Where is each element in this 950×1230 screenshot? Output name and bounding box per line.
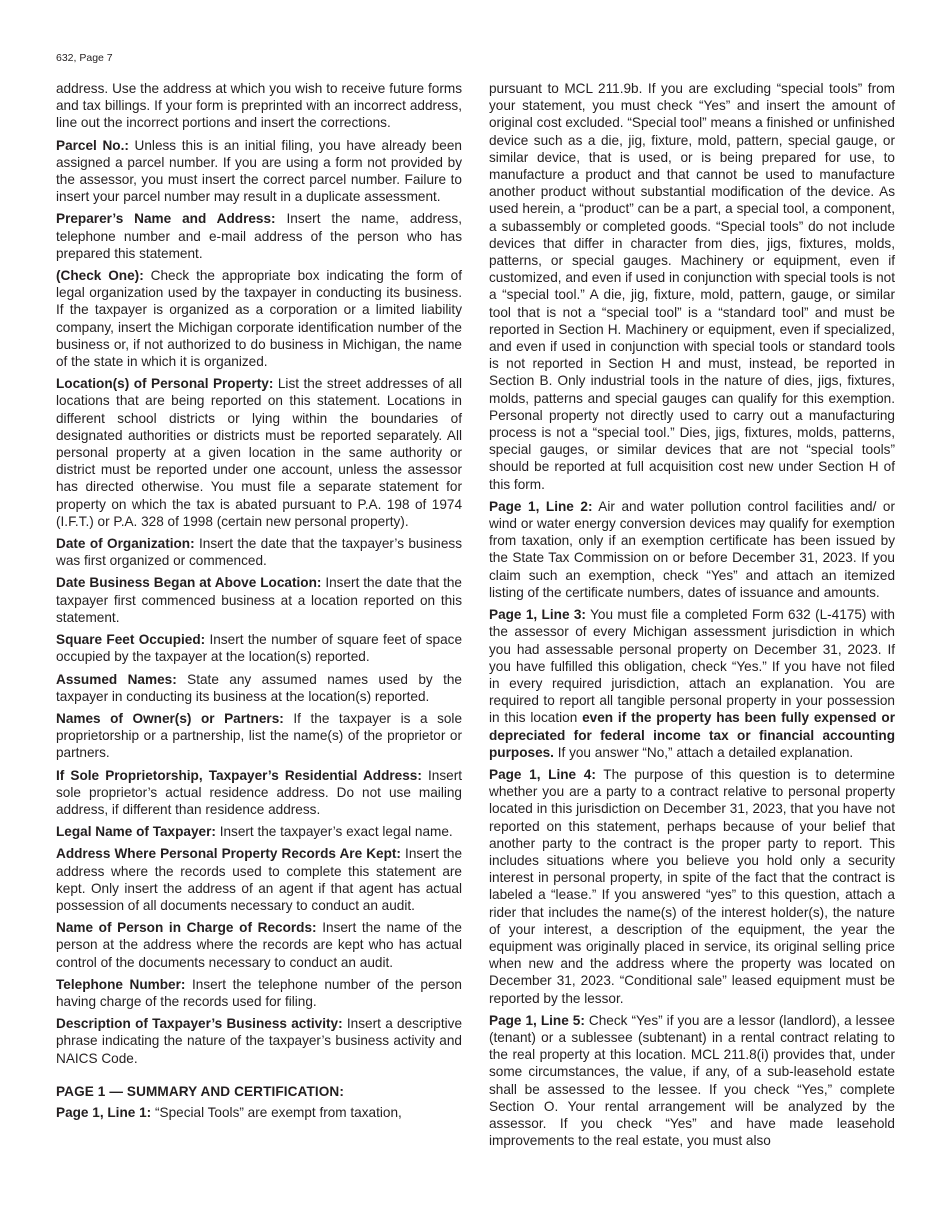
term-text: If you answer “No,” attach a detailed explanation. — [557, 744, 854, 760]
term-label: Preparer’s Name and Address: — [56, 211, 276, 227]
term-label: Parcel No.: — [56, 137, 129, 153]
term-text: Insert the number of square feet of space occupied by the taxpayer at the location(s) reported. — [56, 632, 462, 665]
paragraph-date-of-organization — [56, 535, 462, 569]
paragraph-telephone — [56, 976, 462, 1010]
paragraph-line-3 — [489, 606, 895, 761]
term-label: If Sole Proprietorship, Taxpayer’s Residential Address: — [56, 767, 422, 783]
paragraph-date-business-began — [56, 574, 462, 626]
term-label: Date of Organization: — [56, 536, 195, 552]
term-label: Page 1, Line 2: — [489, 498, 593, 514]
paragraph-line-5 — [489, 1012, 895, 1150]
term-text: If the taxpayer is a sole proprietorship or a partnership, list the name(s) of the proprietor or partners. — [56, 710, 463, 761]
term-label: Telephone Number: — [56, 976, 186, 992]
paragraph-check-one — [56, 267, 462, 370]
term-label: Page 1, Line 3: — [489, 607, 586, 623]
paragraph-owners — [56, 710, 462, 762]
term-text: Insert the date that the taxpayer’s business was first organized or commenced. — [56, 536, 463, 569]
page-header: 632, Page 7 — [56, 52, 113, 64]
term-label: Legal Name of Taxpayer: — [56, 824, 216, 840]
term-label: Name of Person in Charge of Records: — [56, 920, 317, 936]
paragraph-records-person — [56, 919, 462, 971]
paragraph-assumed-names — [56, 671, 462, 705]
term-text: Insert the name of the person at the address where the records are kept who has actual control of the documents necessary to conduct an audit. — [56, 920, 462, 970]
right-column — [489, 80, 895, 1154]
term-label: Assumed Names: — [56, 671, 177, 687]
paragraph-preparer — [56, 210, 462, 262]
paragraph-line-2 — [489, 498, 895, 601]
term-label: Address Where Personal Property Records Are Kept: — [56, 846, 401, 862]
paragraph-records-address — [56, 845, 462, 914]
paragraph-sole-proprietorship — [56, 767, 462, 819]
paragraph-locations — [56, 375, 462, 530]
term-text: Insert the name, address, telephone number and e-mail address of the person who has prepared this statement. — [56, 211, 462, 261]
paragraph-square-feet — [56, 631, 462, 665]
term-label: Page 1, Line 4: — [489, 766, 596, 782]
term-label: Date Business Began at Above Location: — [56, 575, 322, 591]
term-text: Insert the date that the taxpayer first commenced business at a location reported on this statement. — [56, 575, 462, 625]
term-text: Insert the taxpayer’s exact legal name. — [219, 824, 453, 840]
paragraph-line-1 — [56, 1104, 462, 1121]
section-heading: PAGE 1 — SUMMARY AND CERTIFICATION: — [56, 1083, 344, 1099]
term-text: Insert a descriptive phrase indicating the nature of the taxpayer’s business activity and NAICS Code. — [56, 1016, 463, 1066]
emphasis-text: even if the property has been fully expensed or depreciated for federal income tax or financial accounting purposes. — [489, 710, 895, 760]
term-label: (Check One): — [56, 268, 144, 284]
term-text: Check “Yes” if you are a lessor (landlord), a lessee (tenant) or a sublessee (subtenant) in a rental contract relating to the real property at this location. MCL 211.8(i) provides that, under some circumstances, the value, if any, of a sub-leasehold estate shall be assessed to the lessee. If you check “Yes,” complete Section O. Your rental arrangement will be analyzed by the assessor. If you check “Yes” and have made leasehold improvements to the real estate, you must also — [489, 1012, 895, 1149]
paragraph-parcel-no — [56, 137, 462, 206]
paragraph-legal-name — [56, 823, 462, 840]
term-text: You must file a completed Form 632 (L-4175) with the assessor of every Michigan assessment jurisdiction in which you had assessable personal property on December 31, 2023. If you have fulfilled this obligation, check “Yes.” If you have not filed in every required jurisdiction, attach an explanation. You are required to report all tangible personal property in your possession in this location — [489, 607, 895, 726]
term-text: “Special Tools” are exempt from taxation, — [154, 1104, 402, 1120]
term-label: Page 1, Line 1: — [56, 1104, 152, 1120]
term-text: Unless this is an initial filing, you have already been assigned a parcel number. If you are using a form not provided by the assessor, you must insert the correct parcel number. Failure to insert your parcel number may result in a duplicate assessment. — [56, 137, 462, 205]
paragraph-address-continued: address. Use the address at which you wish to receive future forms and tax billings. If your form is preprinted with an incorrect address, line out the incorrect portions and insert the corrections. — [56, 81, 462, 131]
term-label: Location(s) of Personal Property: — [56, 376, 274, 392]
term-label: Names of Owner(s) or Partners: — [56, 710, 284, 726]
term-text: Insert sole proprietor’s actual residence address. Do not use mailing address, if different than residence address. — [56, 767, 463, 817]
paragraph-business-description — [56, 1015, 462, 1067]
term-text: Check the appropriate box indicating the form of legal organization used by the taxpayer in conducting its business. If the taxpayer is organized as a corporation or a limited liability company, insert the Michigan corporate identification number of the business or, if not authorized to do business in Michigan, the name of the state in which it is organized. — [56, 268, 462, 370]
term-label: Description of Taxpayer’s Business activity: — [56, 1016, 343, 1032]
term-text: The purpose of this question is to determine whether you are a party to a contract relative to personal property located in this jurisdiction on December 31, 2023, that you have not reported on this statement, perhaps because of your belief that another party to the contract is the proper party to report. This includes situations where you believe you hold only a security interest in personal property, in spite of the fact that the contract is labeled a “lease.” If you answered “yes” to this question, attach a rider that includes the name(s) of the interest holder(s), the nature of your interest, a description of the equipment, the year the equipment was originally placed in service, its original selling price when new and the address where the property was located on December 31, 2023. “Conditional sale” leased equipment must be reported by the lessor. — [489, 766, 895, 1006]
term-text: Insert the address where the records used to complete this statement are kept. Only insert the address of an agent if that agent has actual possession of all documents necessary to conduct an audit. — [56, 846, 463, 913]
term-text: List the street addresses of all locations that are being reported on this statement. Locations in different school districts or lying within the boundaries of designated authorities or districts must be reported separately. All personal property at a given location in the same authority or district must be reported under one account, unless the assessor has directed otherwise. You must file a separate statement for property on which the tax is abated pursuant to P.A. 198 of 1974 (I.F.T.) or P.A. 328 of 1998 (certain new personal property). — [56, 376, 462, 529]
term-text: State any assumed names used by the taxpayer in conducting its business at the location(s) reported. — [56, 671, 462, 704]
term-label: Page 1, Line 5: — [489, 1012, 585, 1028]
term-label: Square Feet Occupied: — [56, 632, 206, 648]
term-text: Air and water pollution control facilities and/ or wind or water energy conversion devices may qualify for exemption from taxation, only if an exemption certificate has been issued by the State Tax Commission on or before December 31, 2023. If you claim such an exemption, check “Yes” and attach an itemized listing of the certificate numbers, dates of issuance and amounts. — [489, 498, 895, 600]
term-text: Insert the telephone number of the person having charge of the records used for filing. — [56, 976, 462, 1009]
paragraph-line-4 — [489, 766, 895, 1007]
paragraph-special-tools-continued: pursuant to MCL 211.9b. If you are excluding “special tools” from your statement, you must check “Yes” and insert the amount of original cost excluded. “Special tool” means a finished or unfinished device such as a die, jig, fixture, mold, pattern, special gauge, or similar device, that is used, or is being prepared for use, to manufacture a product and that cannot be used to manufacture another product without substantial modification of the device. As used herein, a “product” can be a part, a special tool, a component, a subassembly or completed goods. “Special tools” do not include devices that differ in character from dies, jigs, fixtures, molds, patterns, or special gauges. Machinery or equipment, even if customized, and even if used in conjunction with special tools is not a “special tool.” A die, jig, fixture, mold, pattern, gauge, or similar tool that is not a “special tool” is a “standard tool” and must be reported in Section H. Machinery or equipment, even if specialized, and even if used in conjunction with special tools or standard tools is not reported in Section H and must, instead, be reported in Section B. Only industrial tools in the nature of dies, jigs, fixtures, molds, patterns and special gauges can qualify for this exemption. Personal property not directly used to carry out a manufacturing process is not a “special tool.” Dies, jigs, fixtures, molds, patterns, special gauges, or similar devices that are not “special tools” should be reported at full acquisition cost new under Section H of this form. — [489, 81, 895, 492]
left-column — [56, 80, 462, 1126]
